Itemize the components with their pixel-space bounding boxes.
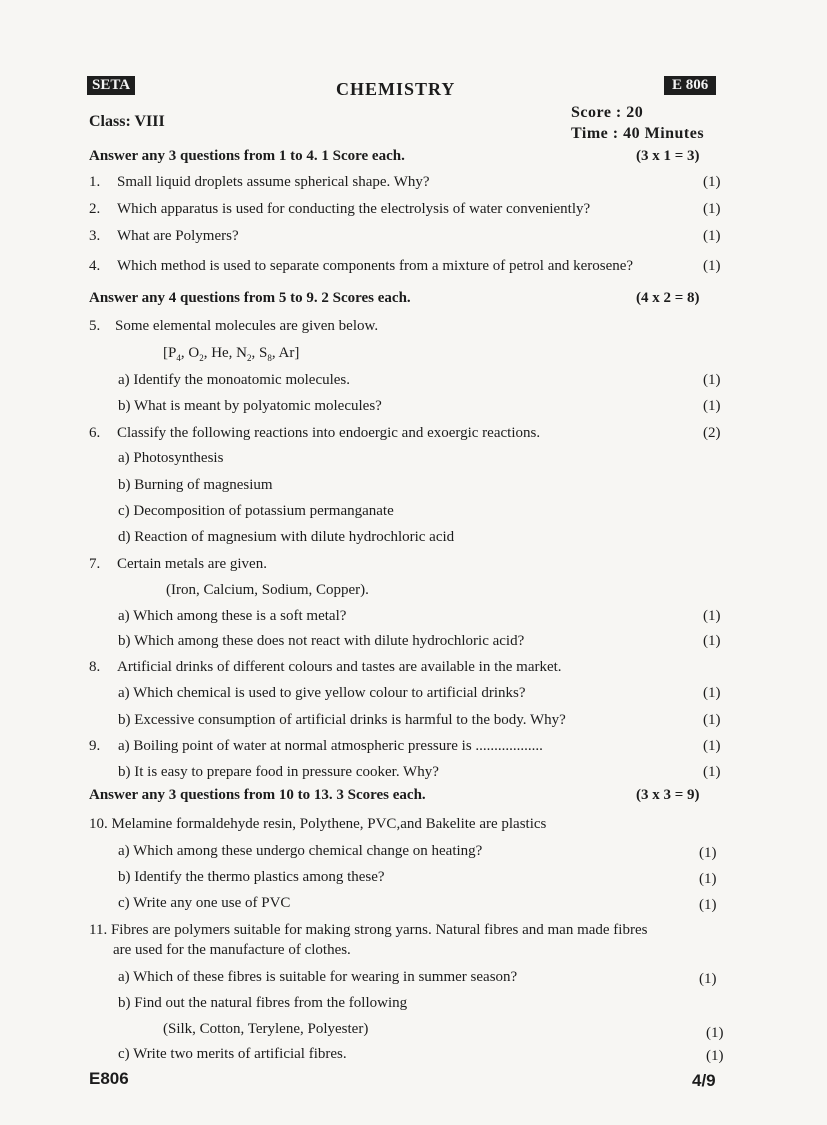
- section-3-title: Answer any 3 questions from 10 to 13. 3 Scores each.: [89, 787, 426, 803]
- question-7-metal-list: (Iron, Calcium, Sodium, Copper).: [166, 582, 369, 598]
- question-6a-text: a) Photosynthesis: [118, 450, 224, 466]
- question-11-text-continued: are used for the manufacture of clothes.: [113, 942, 351, 958]
- question-9b-marks: (1): [703, 764, 721, 780]
- question-5-molecule-list: [$P_4$, $O_2$, He, $N_2$, $S_8$, Ar]: [163, 345, 300, 363]
- time-label: Time : 40 Minutes: [571, 125, 705, 142]
- question-4-text: Which method is used to separate components from a mixture of petrol and kerosene?: [117, 258, 634, 274]
- question-5a-marks: (1): [703, 372, 721, 388]
- question-3-number: 3.: [89, 228, 101, 244]
- section-1-title: Answer any 3 questions from 1 to 4. 1 Score each.: [89, 148, 405, 164]
- subject-title: CHEMISTRY: [336, 79, 456, 99]
- question-10c-text: c) Write any one use of PVC: [118, 895, 291, 911]
- class-label: Class: VIII: [89, 113, 165, 130]
- question-7-number: 7.: [89, 556, 101, 572]
- question-9b-text: b) It is easy to prepare food in pressure cooker. Why?: [118, 764, 439, 780]
- question-6b-text: b) Burning of magnesium: [118, 477, 273, 493]
- question-11c-marks: (1): [706, 1048, 724, 1064]
- section-2-title: Answer any 4 questions from 5 to 9. 2 Scores each.: [89, 290, 411, 306]
- question-5b-marks: (1): [703, 398, 721, 414]
- question-4-marks: (1): [703, 258, 721, 274]
- question-1-text: Small liquid droplets assume spherical shape. Why?: [117, 174, 430, 190]
- question-5b-text: b) What is meant by polyatomic molecules?: [118, 398, 382, 414]
- question-6-text: Classify the following reactions into endoergic and exoergic reactions.: [117, 425, 541, 441]
- section-3-marks: (3 x 3 = 9): [636, 787, 700, 803]
- question-8b-text: b) Excessive consumption of artificial drinks is harmful to the body. Why?: [118, 712, 566, 728]
- question-10a-marks: (1): [699, 845, 717, 861]
- question-8b-marks: (1): [703, 712, 721, 728]
- question-11b-marks: (1): [706, 1025, 724, 1041]
- question-6-number: 6.: [89, 425, 101, 441]
- question-10c-marks: (1): [699, 897, 717, 913]
- question-5-text: Some elemental molecules are given below.: [115, 318, 379, 334]
- question-10b-marks: (1): [699, 871, 717, 887]
- question-8a-text: a) Which chemical is used to give yellow colour to artificial drinks?: [118, 685, 526, 701]
- question-11b-text: b) Find out the natural fibres from the following: [118, 995, 408, 1011]
- question-11-text: 11. Fibres are polymers suitable for making strong yarns. Natural fibres and man made fibres: [89, 922, 648, 938]
- question-7b-text: b) Which among these does not react with dilute hydrochloric acid?: [118, 633, 525, 649]
- question-7a-marks: (1): [703, 608, 721, 624]
- question-7-text: Certain metals are given.: [117, 556, 267, 572]
- question-4-number: 4.: [89, 258, 101, 274]
- question-6c-text: c) Decomposition of potassium permanganate: [118, 503, 394, 519]
- question-9-number: 9.: [89, 738, 101, 754]
- question-11a-text: a) Which of these fibres is suitable for wearing in summer season?: [118, 969, 518, 985]
- footer-page-number: 4/9: [692, 1071, 716, 1090]
- question-10-text: 10. Melamine formaldehyde resin, Polythene, PVC,and Bakelite are plastics: [89, 816, 547, 832]
- question-10a-text: a) Which among these undergo chemical change on heating?: [118, 843, 483, 859]
- footer-paper-code: E806: [89, 1069, 129, 1088]
- question-10b-text: b) Identify the thermo plastics among these?: [118, 869, 385, 885]
- question-5-number: 5.: [89, 318, 101, 334]
- question-8a-marks: (1): [703, 685, 721, 701]
- section-1-marks: (3 x 1 = 3): [636, 148, 700, 164]
- question-7a-text: a) Which among these is a soft metal?: [118, 608, 347, 624]
- question-2-marks: (1): [703, 201, 721, 217]
- score-label: Score : 20: [571, 104, 644, 121]
- question-6d-text: d) Reaction of magnesium with dilute hydrochloric acid: [118, 529, 455, 545]
- question-11a-marks: (1): [699, 971, 717, 987]
- question-1-marks: (1): [703, 174, 721, 190]
- question-8-number: 8.: [89, 659, 101, 675]
- question-8-text: Artificial drinks of different colours and tastes are available in the market.: [117, 659, 562, 675]
- question-7b-marks: (1): [703, 633, 721, 649]
- question-2-number: 2.: [89, 201, 101, 217]
- question-3-marks: (1): [703, 228, 721, 244]
- question-2-text: Which apparatus is used for conducting the electrolysis of water conveniently?: [117, 201, 591, 217]
- question-6-marks: (2): [703, 425, 721, 441]
- question-9a-marks: (1): [703, 738, 721, 754]
- question-1-number: 1.: [89, 174, 101, 190]
- question-3-text: What are Polymers?: [117, 228, 239, 244]
- question-9a-text: a) Boiling point of water at normal atmospheric pressure is ..................: [118, 738, 543, 754]
- set-label-box: SETA: [87, 76, 135, 95]
- paper-code-box: E 806: [664, 76, 716, 95]
- question-11c-text: c) Write two merits of artificial fibres.: [118, 1046, 347, 1062]
- question-11-fibre-list: (Silk, Cotton, Terylene, Polyester): [163, 1021, 369, 1037]
- question-5a-text: a) Identify the monoatomic molecules.: [118, 372, 351, 388]
- section-2-marks: (4 x 2 = 8): [636, 290, 700, 306]
